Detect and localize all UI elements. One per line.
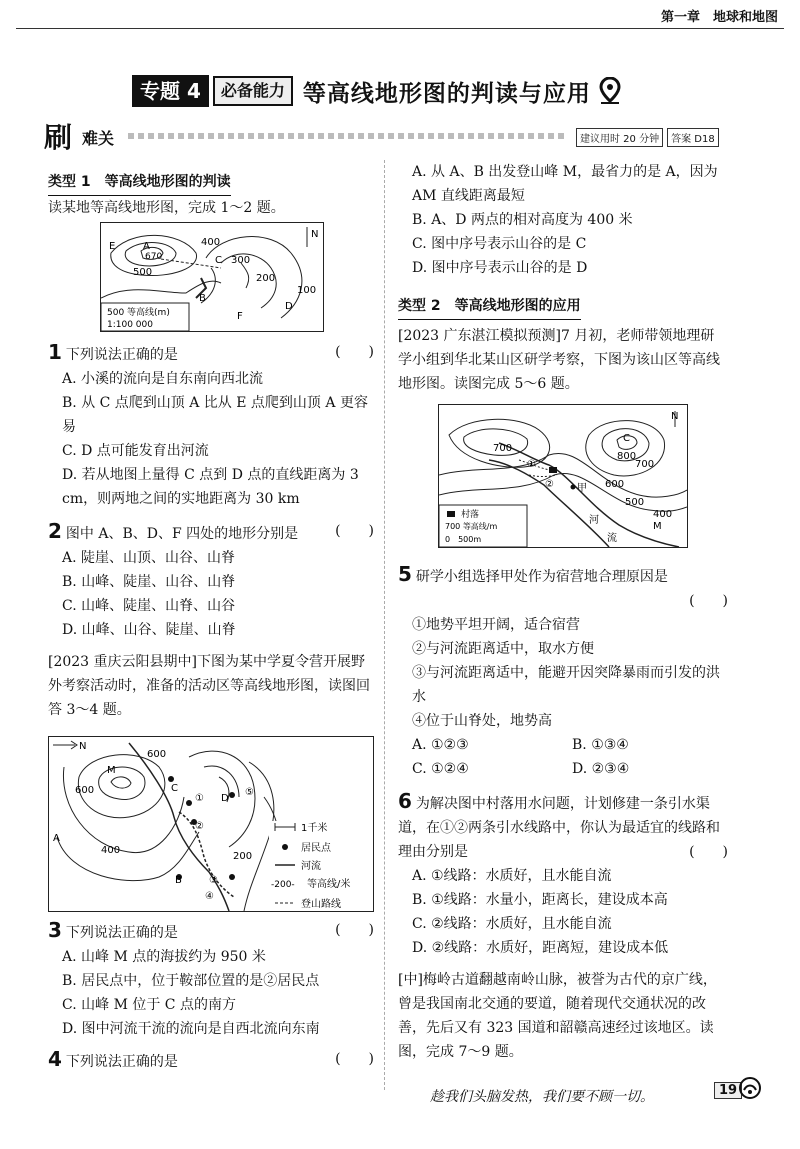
q5-option-c[interactable]: C. ①②④: [412, 761, 469, 777]
map1-label-500: 500: [133, 267, 153, 278]
q5-stem: 研学小组选择甲处作为宿营地合理原因是: [415, 569, 668, 585]
map2-label-C: C: [171, 783, 178, 794]
q3-option-c[interactable]: C. 山峰 M 位于 C 点的南方: [62, 997, 236, 1013]
map2-label-1: ①: [195, 793, 204, 804]
chapter-header: 第一章 地球和地图: [660, 10, 778, 25]
map2-label-600b: 600: [75, 785, 95, 796]
column-divider: [384, 160, 385, 1090]
contour-map-3: [438, 404, 688, 548]
q2-stem-row: [48, 519, 374, 546]
q1-stem-row: [48, 340, 374, 367]
map2-label-4: ④: [205, 891, 214, 902]
map2-legend-contour-sample: -200-: [271, 880, 295, 890]
q5-item-2: ②与河流距离适中，取水方便: [412, 641, 594, 657]
map1-label-300: 300: [231, 255, 251, 266]
map3-label-he: 河: [589, 515, 599, 526]
q3-answer-blank[interactable]: ( ): [335, 922, 374, 938]
map3-label-600: 600: [605, 479, 625, 490]
section-type1: 类型 1 等高线地形图的判读: [48, 170, 231, 196]
q1-stem: 下列说法正确的是: [65, 347, 178, 363]
q4-option-b[interactable]: B. A、D 两点的相对高度为 400 米: [412, 212, 633, 228]
map1-label-A: A: [143, 241, 150, 252]
map2-legend-river: 河流: [301, 861, 321, 872]
q4-option-c[interactable]: C. 图中序号表示山谷的是 C: [412, 236, 587, 252]
q6-option-b[interactable]: B. ①线路：水量小，距离长，建设成本高: [412, 892, 668, 908]
map2-legend-contour: 等高线/米: [307, 879, 351, 890]
q5-option-d[interactable]: D. ②③④: [572, 761, 630, 777]
q1-option-a[interactable]: A. 小溪的流向是自东南向西北流: [62, 371, 264, 387]
difficulty-label: 难关: [82, 129, 115, 148]
map3-label-jia: 甲: [577, 483, 587, 494]
q1-option-b[interactable]: B. 从 C 点爬到山顶 A 比从 E 点爬到山顶 A 更容易: [62, 395, 368, 435]
map2-label-D: D: [221, 793, 229, 804]
map3-label-700a: 700: [635, 459, 655, 470]
map1-label-E: E: [109, 241, 116, 252]
map-pin-icon: [599, 77, 621, 105]
map1-label-200: 200: [256, 273, 276, 284]
map2-label-3: ③: [209, 875, 218, 886]
map3-label-M: M: [653, 521, 662, 532]
map2-label-2: ②: [195, 821, 204, 832]
brush-logo-icon: [738, 1076, 762, 1100]
q5-number: 5: [398, 562, 412, 586]
map3-label-1: ①: [527, 459, 536, 470]
suggested-time: 建议用时 20 分钟: [576, 128, 663, 147]
q6-stem-row: [398, 789, 728, 864]
shua-label: 刷: [44, 121, 73, 154]
map2-label-A: A: [53, 833, 60, 844]
q2-answer-blank[interactable]: ( ): [335, 523, 374, 539]
q5-stem-row: [398, 562, 728, 589]
q5-item-3: ③与河流距离适中，能避开因突降暴雨而引发的洪水: [412, 665, 720, 705]
contour-map-2: [48, 736, 374, 912]
q4-number: 4: [48, 1047, 62, 1071]
map2-label-200: 200: [233, 851, 253, 862]
page-number: 19: [714, 1082, 742, 1099]
map3-label-2: ②: [545, 479, 554, 490]
q6-number: 6: [398, 789, 412, 813]
intro-q3-4: [2023 重庆云阳县期中]下图为某中学夏令营开展野外考察活动时，准备的活动区等高线地形图，读图回答 3～4 题。: [48, 654, 370, 718]
intro-q7-9: [中]梅岭古道翻越南岭山脉，被誉为古代的京广线，曾是我国南北交通的要道，随着现代交通状况的改善，先后又有 323 国道和韶赣高速经过该地区。读图，完成 7～9 题。: [398, 972, 717, 1060]
q3-option-a[interactable]: A. 山峰 M 点的海拔约为 950 米: [62, 949, 266, 965]
time-answer-box: [576, 128, 719, 147]
topic-title-bar: [132, 74, 621, 108]
q1-option-d[interactable]: D. 若从地图上量得 C 点到 D 点的直线距离为 3 cm，则两地之间的实地距离为 30 km: [62, 467, 359, 507]
map3-label-400: 400: [653, 509, 673, 520]
map2-label-B: B: [175, 875, 182, 886]
q2-option-b[interactable]: B. 山峰、陡崖、山谷、山脊: [62, 574, 236, 590]
map1-scale: 1:100 000: [107, 320, 153, 330]
header-rule: [16, 28, 784, 29]
q5-option-b[interactable]: B. ①③④: [572, 737, 629, 753]
map1-label-670: 670: [145, 252, 163, 262]
q1-option-c[interactable]: C. D 点可能发育出河流: [62, 443, 209, 459]
map3-legend-contour: 700 等高线/m: [445, 522, 498, 531]
map2-north: N: [79, 741, 87, 752]
q2-option-d[interactable]: D. 山峰、山谷、陡崖、山脊: [62, 622, 236, 638]
map2-legend-scale: 1千米: [301, 823, 328, 834]
q3-option-d[interactable]: D. 图中河流干流的流向是自西北流向东南: [62, 1021, 320, 1037]
q6-answer-blank[interactable]: ( ): [689, 844, 728, 860]
q1-number: 1: [48, 340, 62, 364]
section-type2: 类型 2 等高线地形图的应用: [398, 294, 581, 320]
map3-label-liu: 流: [607, 533, 617, 544]
q6-option-a[interactable]: A. ①线路：水质好，且水能自流: [412, 868, 612, 884]
map1-north: N: [311, 229, 319, 240]
intro-q1-2: 读某地等高线地形图，完成 1～2 题。: [48, 200, 285, 216]
footer-slogan: 趁我们头脑发热，我们要不顾一切。: [430, 1089, 654, 1105]
map3-label-500: 500: [625, 497, 645, 508]
q1-answer-blank[interactable]: ( ): [335, 344, 374, 360]
q2-option-a[interactable]: A. 陡崖、山顶、山谷、山脊: [62, 550, 236, 566]
map3-legend-scale: 0 500m: [445, 535, 482, 544]
q5-options-row2: [398, 757, 728, 781]
q5-answer-blank[interactable]: ( ): [689, 593, 728, 609]
q6-option-d[interactable]: D. ②线路：水质好，距离短，建设成本低: [412, 940, 669, 956]
map3-legend-village: 村落: [461, 510, 480, 520]
q5-item-1: ①地势平坦开阔，适合宿营: [412, 617, 580, 633]
map3-label-C: C: [623, 433, 630, 444]
map3-label-800: 800: [617, 451, 637, 462]
intro-q5-6: [2023 广东湛江模拟预测]7 月初，老师带领地理研学小组到华北某山区研学考察，下图为该山区等高线地形图。读图完成 5～6 题。: [398, 328, 720, 392]
q4-stem: 下列说法正确的是: [65, 1054, 178, 1070]
q3-stem: 下列说法正确的是: [65, 925, 178, 941]
q2-number: 2: [48, 519, 62, 543]
map1-label-F: F: [237, 311, 243, 322]
q4-option-a[interactable]: A. 从 A、B 出发登山峰 M，最省力的是 A，因为 AM 直线距离最短: [412, 164, 718, 204]
map2-label-600a: 600: [147, 749, 167, 760]
answer-ref: 答案 D18: [667, 128, 719, 147]
q3-number: 3: [48, 918, 62, 942]
q4-stem-row: [48, 1047, 374, 1074]
left-questions: [48, 340, 374, 722]
map2-legend-route: 登山路线: [301, 899, 341, 910]
map2-label-M: M: [107, 765, 116, 776]
q3-option-b[interactable]: B. 居民点中，位于鞍部位置的是②居民点: [62, 973, 320, 989]
q5-options-row1: [398, 733, 728, 757]
ability-badge: 必备能力: [213, 76, 293, 106]
shua-rule: [128, 133, 568, 139]
map3-label-700b: 700: [493, 443, 513, 454]
map2-label-400: 400: [101, 845, 121, 856]
map2-label-5: ⑤: [245, 787, 254, 798]
q6-option-c[interactable]: C. ②线路：水质好，且水能自流: [412, 916, 612, 932]
map1-label-100: 100: [297, 285, 317, 296]
right-questions: [398, 562, 728, 1064]
map3-north: N: [671, 411, 679, 422]
q4-answer-blank[interactable]: ( ): [335, 1051, 374, 1067]
q6-stem: 为解决图中村落用水问题，计划修建一条引水渠道，在①②两条引水线路中，你认为最适宜的线路和理由分别是: [398, 796, 720, 860]
topic-badge: 专题 4: [132, 75, 209, 107]
q3-stem-row: [48, 918, 374, 945]
map1-legend: 500 等高线(m): [107, 308, 170, 318]
contour-map-1: [100, 222, 324, 332]
map1-label-C: C: [215, 255, 222, 266]
left-questions-2: [48, 918, 374, 1074]
left-column: [48, 170, 374, 220]
right-column: [398, 160, 728, 396]
q2-option-c[interactable]: C. 山峰、陡崖、山脊、山谷: [62, 598, 236, 614]
q4-option-d[interactable]: D. 图中序号表示山谷的是 D: [412, 260, 588, 276]
topic-title: 等高线地形图的判读与应用: [302, 80, 591, 107]
map1-label-B: B: [199, 293, 206, 304]
map1-label-400: 400: [201, 237, 221, 248]
map1-label-D: D: [285, 301, 293, 312]
map2-legend-settlement: 居民点: [301, 843, 331, 854]
q5-option-a[interactable]: A. ①②③: [412, 737, 469, 753]
q2-stem: 图中 A、B、D、F 四处的地形分别是: [65, 526, 299, 542]
q5-item-4: ④位于山脊处，地势高: [412, 713, 552, 729]
